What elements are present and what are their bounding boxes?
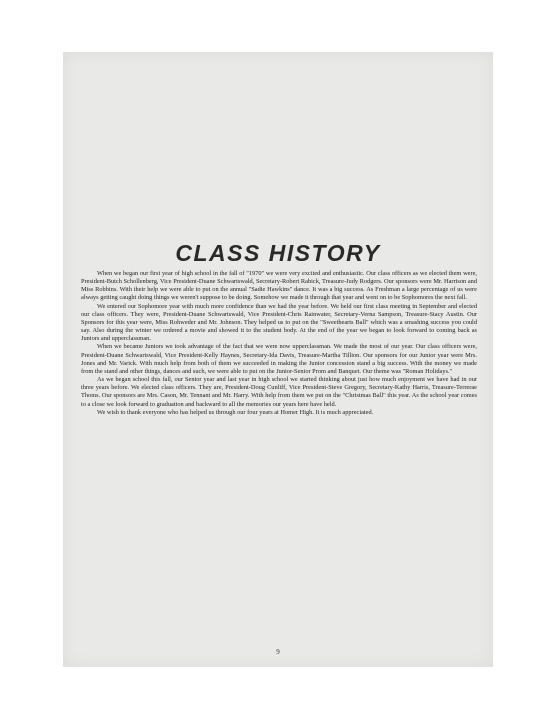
paragraph-thanks: We wish to thank everyone who has helped us through our four years at Homer High. It is much appreciated. [97,408,374,416]
paragraph-senior: As we began school this fall, our Senior year and last year in high school we started thinking about just how much enjoyment we have had in our three years before. We elected class officers. They are, President-Doug Cunliff, Vice President-Steve Gregory, Secretary-Kathy Harris, Treasure-Terrerae Thoms. Our sponsors are Mrs. Cason, Mr. Tennant and Mr. Harry. With help from them we put on the "Christmas Ball" this year. As the school year comes to a close we look forward to graduation and backward to all the memories our years here have held. [81,376,477,408]
paragraph-freshman: When we began our first year of high school in the fall of "1970" we were very excited and enthusiastic. Our class officers as we elected them were, President-Butch Schollenberg, Vice President-Duane Schwartswald, Secretary-Robert Rabick, Treasure-Judy Rodgers. Our sponsors were Mr. Harrison and Miss Robbins. With their help we were able to put on the annual "Sadie Hawkins" dance. It was a big success. As Freshman a large percentage of us were always getting caught doing things we weren't suppose to be doing. Somehow we made it through that year and went on to be Sophomores the next fall. [81,270,477,302]
document-body [81,270,477,417]
page-number: 9 [276,648,280,656]
paragraph-sophomore: We entered our Sophomore year with much more confidence than we had the year before. We held our first class meeting in September and elected our class officers. They were, President-Duane Schwartswald, Vice President-Chris Rainwater, Secretary-Verna Sampson, Treasure-Stacy Austin. Our Sponsors for this year were, Miss Rohweder and Mr. Johnson. They helped us to put on the "Sweethearts Ball" which was a smashing success you could say. Also during the winter we ordered a movie and showed it to the student body. At the end of the year we began to look forward to coming back as Juniors and upperclassman. [81,302,477,343]
paragraph-junior: When we became Juniors we took advantage of the fact that we were now upperclassman. We made the most of our year. Our class officers were, President-Duane Schwartswald, Vice President-Kelly Haynes, Secretary-Ida Davis, Treasure-Martha Tillion. Our sponsors for our Junior year were Mrs. Jones and Mr. Varick. With much help from both of them we succeeded in making the Junior concession stand a big success. With the money we made from the stand and other things, dances and such, we were able to put on the Junior-Senior Prom and Banquet. Our theme was "Roman Holidays." [81,343,477,375]
page-title: CLASS HISTORY [175,240,381,266]
document-page [63,52,493,667]
